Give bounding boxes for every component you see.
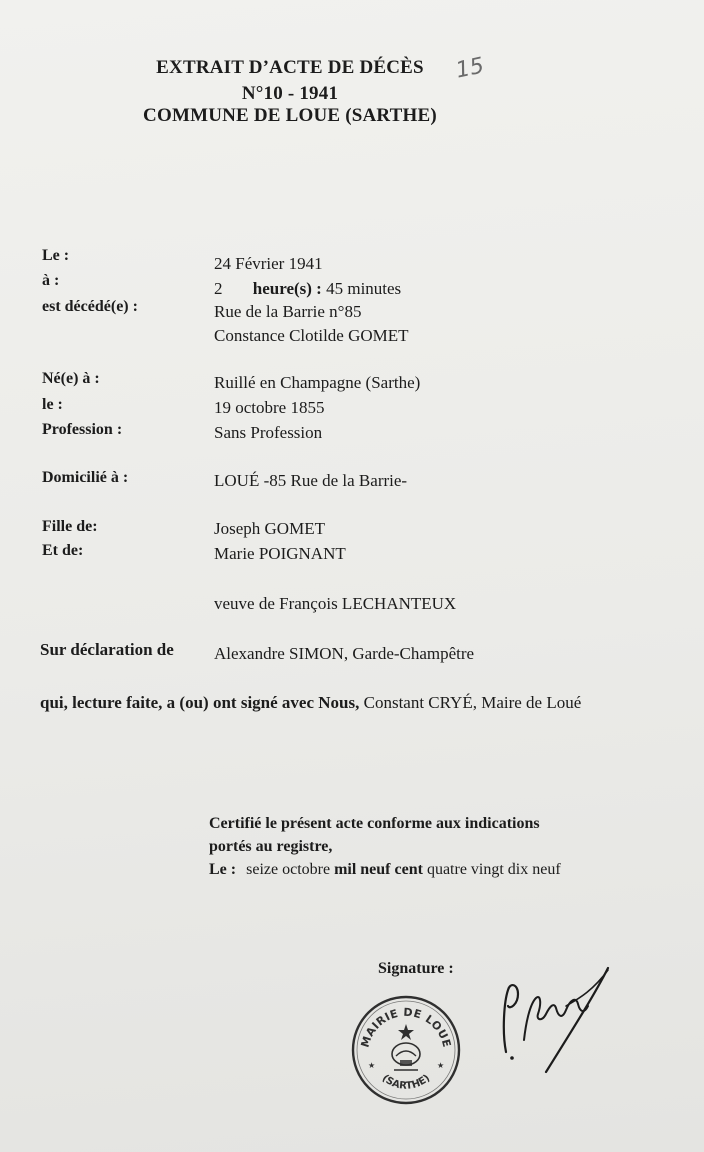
signing-label: qui, lecture faite, a (ou) ont signé avec Nous, <box>40 693 360 712</box>
declaration-value: Alexandre SIMON, Garde-Champêtre <box>214 644 475 663</box>
certification-date-part3: quatre vingt dix neuf <box>426 861 561 878</box>
father-label: Fille de: <box>42 518 98 535</box>
death-time-value <box>214 279 401 299</box>
svg-text:★: ★ <box>368 1061 376 1070</box>
certification-line-2: portés au registre, <box>209 838 333 855</box>
death-date-value: 24 Février 1941 <box>214 254 323 273</box>
deceased-name: Constance Clotilde GOMET <box>214 326 409 345</box>
declaration-label: Sur déclaration de <box>40 640 174 659</box>
certification-date-part1: seize octobre <box>246 861 331 878</box>
certification-date-line <box>209 861 561 879</box>
mairie-stamp <box>350 994 462 1106</box>
document-title: EXTRAIT D’ACTE DE DÉCÈS <box>156 57 424 78</box>
certification-date-label: Le : <box>209 861 237 878</box>
death-time-hours: 2 <box>214 279 223 298</box>
deceased-label: est décédé(e) : <box>42 298 138 315</box>
death-place-value: Rue de la Barrie n°85 <box>214 302 362 321</box>
svg-text:(SARTHE) <box>380 1073 433 1092</box>
birth-date-label: le : <box>42 396 63 413</box>
stamp-emblem-icon <box>392 1024 420 1070</box>
stamp-top-text: MAIRIE DE LOUE <box>358 1005 454 1049</box>
marital-status: veuve de François LECHANTEUX <box>214 594 457 613</box>
handwritten-signature <box>496 962 626 1082</box>
birth-date-value: 19 octobre 1855 <box>214 398 325 417</box>
signing-paragraph <box>40 692 660 714</box>
commune-name: COMMUNE DE LOUE (SARTHE) <box>143 105 437 126</box>
death-date-label: Le : <box>42 247 70 264</box>
father-value: Joseph GOMET <box>214 519 325 538</box>
svg-text:★: ★ <box>437 1061 445 1070</box>
residence-value: LOUÉ -85 Rue de la Barrie- <box>214 471 408 490</box>
mother-value: Marie POIGNANT <box>214 544 346 563</box>
birth-place-label: Né(e) à : <box>42 370 100 387</box>
stamp-bottom-text: (SARTHE) <box>379 1072 433 1092</box>
certification-date-part2: mil neuf cent <box>334 861 423 878</box>
signature-label: Signature : <box>378 960 454 977</box>
mother-label: Et de: <box>42 542 84 559</box>
act-number: N°10 - 1941 <box>241 83 339 104</box>
profession-value: Sans Profession <box>214 423 323 442</box>
signing-value: Constant CRYÉ, Maire de Loué <box>363 693 582 712</box>
death-time-hours-label: heure(s) : <box>252 279 322 298</box>
birth-place-value: Ruillé en Champagne (Sarthe) <box>214 373 421 392</box>
certification-line-1: Certifié le présent acte conforme aux indications <box>209 815 540 832</box>
residence-label: Domicilié à : <box>42 469 129 486</box>
death-time-minutes: 45 minutes <box>326 279 402 298</box>
profession-label: Profession : <box>42 421 123 438</box>
death-time-label: à : <box>42 272 60 289</box>
handwritten-page-number: 15 <box>453 53 487 84</box>
